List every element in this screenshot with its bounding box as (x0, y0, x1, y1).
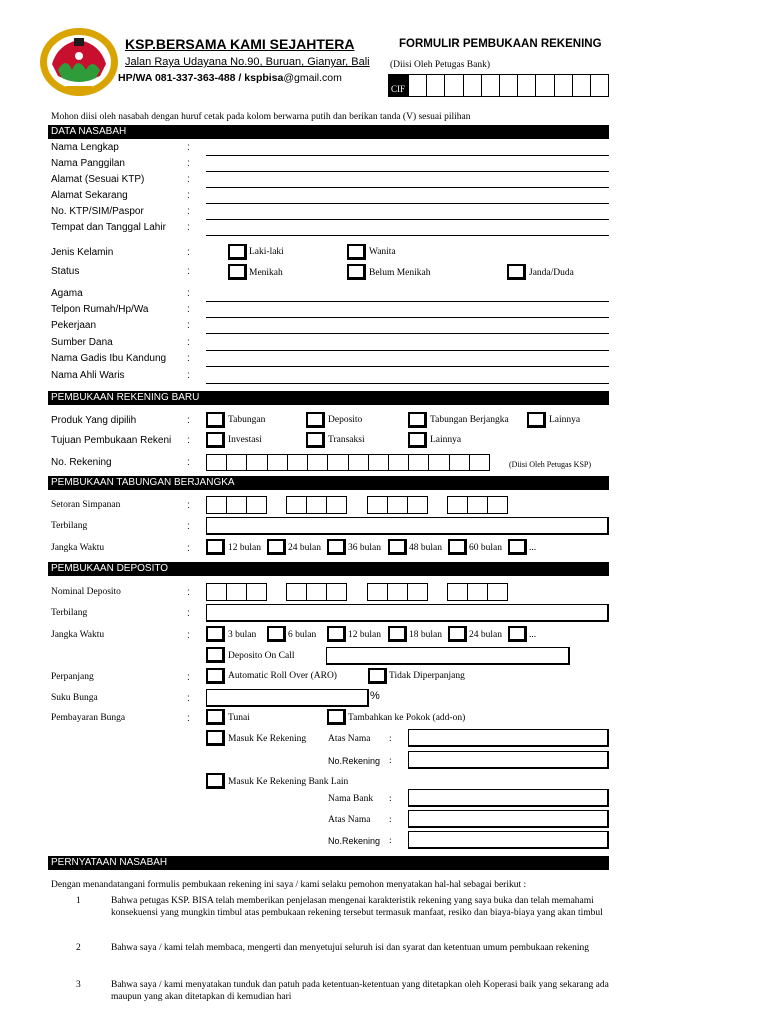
deposito-terbilang-input[interactable] (206, 604, 609, 622)
nominal-group-3[interactable] (367, 583, 428, 601)
checkbox-18-bulan[interactable] (388, 626, 407, 642)
jangka-waktu-label: Jangka Waktu (51, 630, 105, 640)
nama-bank-input[interactable] (408, 789, 609, 807)
checkbox-tambahkan-pokok[interactable] (327, 709, 346, 725)
colon: : (187, 630, 190, 641)
colon: : (187, 190, 190, 201)
colon: : (187, 521, 190, 532)
option-label: Masuk Ke Rekening (228, 734, 307, 744)
option-label: 3 bulan (228, 630, 257, 640)
suku-bunga-input[interactable] (206, 689, 369, 707)
colon: : (187, 266, 190, 277)
checkbox-3-bulan[interactable] (206, 626, 225, 642)
option-label: Tunai (228, 713, 250, 723)
nominal-group-4[interactable] (447, 583, 508, 601)
no-rekening-input[interactable] (206, 454, 490, 471)
option-label: ... (529, 543, 537, 553)
colon: : (187, 320, 190, 331)
colon: : (389, 794, 392, 804)
field-label: Nama Gadis Ibu Kandung (51, 353, 167, 364)
setoran-group-2[interactable] (286, 496, 347, 514)
contact-email: @gmail.com (283, 72, 342, 84)
option-label: 18 bulan (409, 630, 442, 640)
statement-number: 2 (76, 943, 81, 953)
setoran-group-1[interactable] (206, 496, 267, 514)
section-pernyataan: PERNYATAAN NASABAH (48, 856, 609, 870)
cif-label: CIF (389, 75, 409, 96)
checkbox-deposito-jangka-lain[interactable] (508, 626, 527, 642)
atas-nama-input[interactable] (408, 729, 609, 747)
field-label: Telpon Rumah/Hp/Wa (51, 304, 149, 315)
checkbox-jangka-lain[interactable] (508, 539, 527, 555)
cif-cells (409, 75, 608, 96)
colon: : (187, 543, 190, 554)
option-label: 24 bulan (288, 543, 321, 553)
option-label: Transaksi (328, 435, 365, 445)
statement-text: Bahwa petugas KSP. BISA telah memberikan penjelasan mengenai karakteristik rekening yang saya buka dan telah memahami konsekuensi yang mungkin timbul atas pembukaan rekening tersebut termasuk manfaat, resiko dan biaya-biaya yang akan timbul (111, 896, 603, 918)
org-contact (118, 72, 342, 84)
section-data-nasabah: DATA NASABAH (48, 125, 609, 139)
colon: : (187, 415, 190, 426)
checkbox-transaksi[interactable] (306, 432, 325, 448)
checkbox-janda-duda[interactable] (507, 264, 526, 280)
checkbox-deposito[interactable] (306, 412, 325, 428)
jangka-waktu-label: Jangka Waktu (51, 543, 105, 553)
field-label: Sumber Dana (51, 337, 113, 348)
checkbox-deposito-on-call[interactable] (206, 647, 225, 663)
no-rekening-bank-lain-input[interactable] (408, 831, 609, 849)
option-label: Janda/Duda (529, 268, 574, 278)
checkbox-48-bulan[interactable] (388, 539, 407, 555)
statement-text: Bahwa saya / kami menyatakan tunduk dan patuh pada ketentuan-ketentuan yang ditetapkan oleh Koperasi baik yang sekarang ada maupun yang akan ditetapkan di kemudian hari (111, 980, 609, 1002)
colon: : (187, 158, 190, 169)
field-label: Alamat (Sesuai KTP) (51, 174, 145, 185)
colon: : (187, 206, 190, 217)
field-label: Nama Panggilan (51, 158, 125, 169)
checkbox-laki-laki[interactable] (228, 244, 247, 260)
org-address: Jalan Raya Udayana No.90, Buruan, Gianyar, Bali (125, 56, 370, 68)
option-label: Menikah (249, 268, 283, 278)
colon: : (187, 304, 190, 315)
cif-box[interactable] (388, 74, 609, 97)
atas-nama-label: Atas Nama (328, 734, 371, 744)
option-label: 60 bulan (469, 543, 502, 553)
colon: : (389, 815, 392, 825)
option-label: Laki-laki (249, 247, 284, 257)
colon: : (187, 457, 190, 468)
telpon-input[interactable] (206, 317, 609, 318)
checkbox-tabungan-berjangka[interactable] (408, 412, 427, 428)
option-label: Lainnya (549, 415, 581, 425)
checkbox-6-bulan[interactable] (267, 626, 286, 642)
percent-sign: % (370, 690, 380, 702)
checkbox-menikah[interactable] (228, 264, 247, 280)
checkbox-wanita[interactable] (347, 244, 366, 260)
contact-phone: HP/WA 081-337-363-488 / kspbisa (118, 72, 284, 84)
option-label: Tidak Diperpanjang (389, 671, 465, 681)
nominal-group-1[interactable] (206, 583, 267, 601)
option-label: Automatic Roll Over (ARO) (228, 671, 337, 681)
option-label: 36 bulan (348, 543, 381, 553)
checkbox-12-bulan-deposito[interactable] (327, 626, 346, 642)
colon: : (389, 734, 392, 744)
atas-nama-label: Atas Nama (328, 815, 371, 825)
produk-label: Produk Yang dipilih (51, 415, 137, 426)
checkbox-tujuan-lainnya[interactable] (408, 432, 427, 448)
option-label: Deposito On Call (228, 651, 295, 661)
jenis-kelamin-label: Jenis Kelamin (51, 247, 114, 258)
atas-nama-bank-lain-input[interactable] (408, 810, 609, 828)
no-rekening-deposito-input[interactable] (408, 751, 609, 769)
status-label: Status (51, 266, 80, 277)
colon: : (187, 142, 190, 153)
statement-number: 1 (76, 896, 81, 906)
field-label: No. KTP/SIM/Paspor (51, 206, 144, 217)
option-label: Tabungan (228, 415, 266, 425)
no-rekening-note: (Diisi Oleh Petugas KSP) (509, 460, 591, 469)
pekerjaan-input[interactable] (206, 333, 609, 334)
checkbox-24-bulan-deposito[interactable] (448, 626, 467, 642)
field-label: Agama (51, 288, 83, 299)
checkbox-tidak-diperpanjang[interactable] (368, 668, 387, 684)
nama-panggilan-input[interactable] (206, 171, 609, 172)
setoran-label: Setoran Simpanan (51, 500, 121, 510)
tempat-tanggal-lahir-input[interactable] (206, 235, 609, 236)
ahli-waris-input[interactable] (206, 383, 609, 384)
nama-bank-label: Nama Bank (328, 794, 374, 804)
no-ktp-input[interactable] (206, 219, 609, 220)
org-name: KSP.BERSAMA KAMI SEJAHTERA (125, 36, 355, 52)
sumber-dana-input[interactable] (206, 350, 609, 351)
checkbox-investasi[interactable] (206, 432, 225, 448)
colon: : (187, 370, 190, 381)
option-label: 24 bulan (469, 630, 502, 640)
section-deposito: PEMBUKAAN DEPOSITO (48, 562, 609, 576)
checkbox-rekening-bank-lain[interactable] (206, 773, 225, 789)
colon: : (187, 693, 190, 704)
option-label: Investasi (228, 435, 262, 445)
colon: : (187, 672, 190, 683)
colon: : (187, 353, 190, 364)
option-label: Wanita (369, 247, 396, 257)
no-rekening-label: No. Rekening (51, 457, 112, 468)
nominal-group-2[interactable] (286, 583, 347, 601)
checkbox-12-bulan[interactable] (206, 539, 225, 555)
colon: : (187, 337, 190, 348)
alamat-ktp-input[interactable] (206, 187, 609, 188)
checkbox-tabungan[interactable] (206, 412, 225, 428)
on-call-input[interactable] (326, 647, 570, 665)
option-label: Belum Menikah (369, 268, 431, 278)
colon: : (389, 836, 392, 846)
field-label: Pekerjaan (51, 320, 97, 331)
pernyataan-intro: Dengan menandatangani formulis pembukaan rekening ini saya / kami selaku pemohon menyatakan hal-hal sebagai berikut : (51, 880, 527, 890)
staff-note: (Diisi Oleh Petugas Bank) (390, 60, 491, 70)
section-tabungan-berjangka: PEMBUKAAN TABUNGAN BERJANGKA (48, 476, 609, 490)
colon: : (389, 756, 392, 766)
agama-input[interactable] (206, 301, 609, 302)
setoran-group-4[interactable] (447, 496, 508, 514)
field-label: Tempat dan Tanggal Lahir (51, 222, 166, 233)
nominal-label: Nominal Deposito (51, 587, 121, 597)
checkbox-masuk-rekening[interactable] (206, 730, 225, 746)
colon: : (187, 174, 190, 185)
alamat-sekarang-input[interactable] (206, 203, 609, 204)
terbilang-label: Terbilang (51, 608, 88, 618)
colon: : (187, 247, 190, 258)
terbilang-input[interactable] (206, 517, 609, 535)
nama-ibu-input[interactable] (206, 366, 609, 367)
colon: : (187, 587, 190, 598)
field-label: Alamat Sekarang (51, 190, 128, 201)
no-rekening-label: No.Rekening (328, 756, 381, 766)
option-label: 48 bulan (409, 543, 442, 553)
option-label: Tambahkan ke Pokok (add-on) (348, 713, 466, 723)
colon: : (187, 608, 190, 619)
section-rekening-baru: PEMBUKAAN REKENING BARU (48, 391, 609, 405)
colon: : (187, 435, 190, 446)
option-label: 12 bulan (348, 630, 381, 640)
suku-bunga-label: Suku Bunga (51, 693, 98, 703)
checkbox-belum-menikah[interactable] (347, 264, 366, 280)
colon: : (187, 222, 190, 233)
cooperative-logo-icon (38, 26, 120, 98)
checkbox-tunai[interactable] (206, 709, 225, 725)
no-rekening-label: No.Rekening (328, 836, 381, 846)
pembayaran-bunga-label: Pembayaran Bunga (51, 713, 126, 723)
nama-lengkap-input[interactable] (206, 155, 609, 156)
option-label: Masuk Ke Rekening Bank Lain (228, 777, 349, 787)
statement-number: 3 (76, 980, 81, 990)
checkbox-60-bulan[interactable] (448, 539, 467, 555)
form-title: FORMULIR PEMBUKAAN REKENING (399, 38, 602, 50)
checkbox-24-bulan[interactable] (267, 539, 286, 555)
colon: : (187, 288, 190, 299)
colon: : (187, 500, 190, 511)
option-label: ... (529, 630, 537, 640)
option-label: 6 bulan (288, 630, 317, 640)
statement-text: Bahwa saya / kami telah membaca, mengerti dan menyetujui seluruh isi dan syarat dan ketentuan umum pembukaan rekening (111, 943, 590, 953)
option-label: Deposito (328, 415, 363, 425)
perpanjang-label: Perpanjang (51, 672, 94, 682)
checkbox-36-bulan[interactable] (327, 539, 346, 555)
field-label: Nama Ahli Waris (51, 370, 125, 381)
option-label: Tabungan Berjangka (430, 415, 509, 425)
option-label: Lainnya (430, 435, 462, 445)
field-label: Nama Lengkap (51, 142, 119, 153)
setoran-group-3[interactable] (367, 496, 428, 514)
terbilang-label: Terbilang (51, 521, 88, 531)
instruction-text: Mohon diisi oleh nasabah dengan huruf cetak pada kolom berwarna putih dan berikan tanda (V) sesuai pilihan (51, 112, 471, 122)
colon: : (187, 713, 190, 724)
option-label: 12 bulan (228, 543, 261, 553)
checkbox-produk-lainnya[interactable] (527, 412, 546, 428)
tujuan-label: Tujuan Pembukaan Rekeni (51, 435, 172, 446)
checkbox-aro[interactable] (206, 668, 225, 684)
